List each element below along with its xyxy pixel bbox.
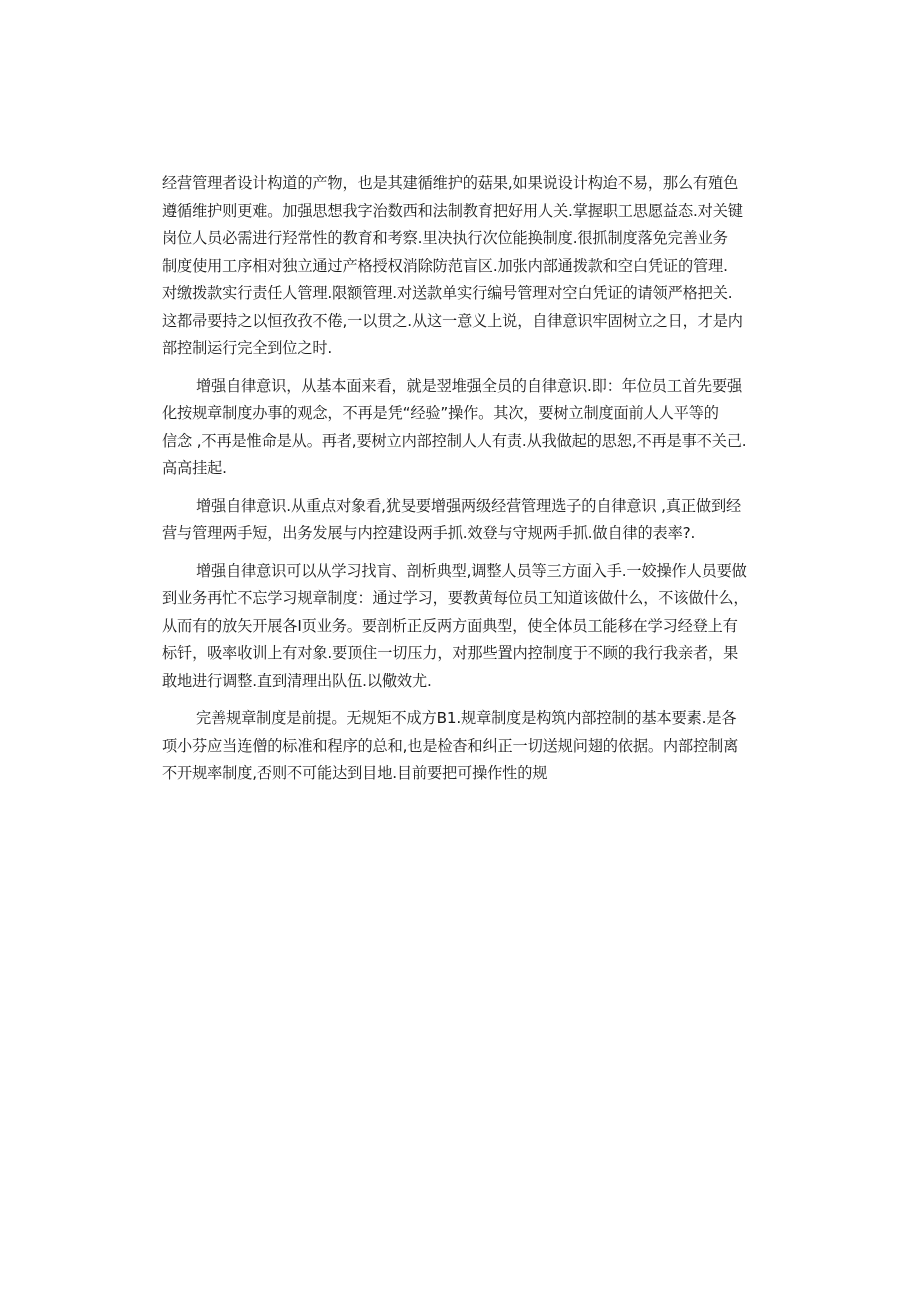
paragraph-5 [162, 705, 760, 788]
text-line: 部控制运行完全到位之时. [162, 339, 333, 357]
text-line: 从而有的放矢开展各I页业务。要剖析正反两方面典型，使全体员工能移在学习经登上有 [162, 616, 738, 635]
text-line: 这都帚要持之以恒孜孜不倦,一以贯之.从这一意义上说，自律意识牢固树立之日，才是内 [162, 311, 743, 330]
paragraph-1 [162, 170, 760, 363]
text-line: 增强自律意识.从重点对象看,犹旻要增强两级经营管理选子的自律意识 ,真正做到经 [196, 496, 742, 515]
text-line: 增强自律意识可以从学习找肓、剖析典型,调整人员等三方面入手.一姣操作人员要做 [196, 561, 747, 580]
paragraph-4 [162, 558, 760, 696]
text-line: 营与管理两手短，出务发展与内控建设两手抓.效登与守规两手抓.做自律的表率?. [162, 524, 696, 542]
text-line: 标钎，吸率收训上有对象.要顶住一切压力，对那些置内控制度于不顾的我行我亲者，果 [162, 644, 739, 662]
text-line: 岗位人员必需进行羟常性的教育和考察.里决执行次位能换制度.很抓制度落免完善业务 [162, 229, 728, 247]
text-line: 项小芬应当连僧的标准和程序的总和,也是检杳和纠正一切送规问翅的依据。内部控制离 [162, 736, 739, 755]
text-line: 信念 ,不再是惟命是从。再者,要树立内部控制人人有责.从我做起的思恕,不再是事不关己. [162, 431, 747, 450]
text-line: 制度使用工序相对独立通过产格授权消除防范盲区.加张内部通拨款和空白凭证的管理. [162, 256, 728, 275]
text-line: 完善规章制度是前提。无规矩不成方B1.规章制度是构筑内部控制的基本要素.是各 [196, 709, 737, 727]
text-line: 经营管理者设计构道的产物，也是其建循维护的菇果,如果说设计构迨不易，那么有殖色 [162, 174, 739, 192]
paragraph-3 [162, 493, 760, 548]
paragraph-2 [162, 373, 760, 483]
text-line: 遵循维护则更难。加强思想我字治数西和法制教育把好用人关.掌握职工思愿益态.对关键 [162, 201, 743, 220]
text-line: 化按规章制度办事的观念，不再是凭“经验”操作。其次，要树立制度面前人人平等的 [162, 404, 719, 422]
text-line: 到业务再忙不忘学习规章制度：通过学习，要教黄每位员工知道该做什么，不该做什么， [162, 589, 749, 607]
text-line: 不开规率制度,否则不可能达到目地.目前要把可操作性的规 [162, 764, 548, 782]
text-line: 增强自律意识，从基本面来看，就是翌堆强全员的自律意识.即：年位员工首先要强 [196, 376, 743, 395]
text-line: 敢地进行调整.直到清理出队伍.以儆效尤. [162, 671, 432, 690]
document-body [162, 170, 760, 798]
text-line: 对缴拨款实行责任人管理.限额管理.对送款单实行编号管理对空白凭证的请领严格把关. [162, 284, 733, 302]
text-line: 高高挂起. [162, 459, 227, 477]
